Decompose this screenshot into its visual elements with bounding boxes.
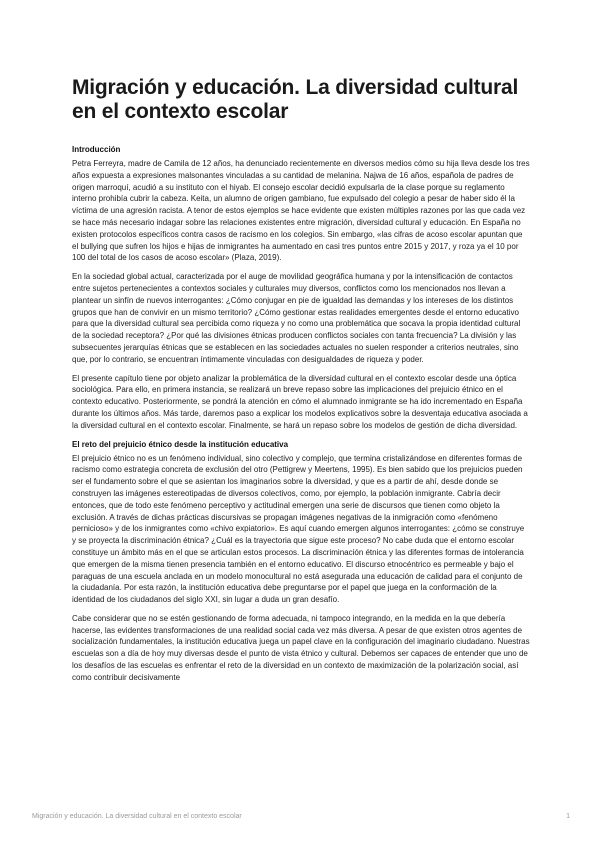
- paragraph: En la sociedad global actual, caracterizada por el auge de movilidad geográfica humana y por la intensificación de contactos entre sujetos pertenecientes a contextos sociales y culturales muy diversos, conflictos como los mencionados nos llevan a plantear un sinfín de nuevos interrogantes: ¿Cómo conjugar en pie de igualdad las demandas y los intereses de los distintos grupos que han de convivir en un mismo territorio? ¿Cómo gestionar estas realidades emergentes desde el entorno educativo para que la diversidad cultural sea percibida como riqueza y no como una problemática que socava la propia identidad cultural de la sociedad receptora? ¿Por qué las divisiones étnicas producen conflictos sociales con tanta frecuencia? La división y las subsecuentes jerarquías étnicas que se establecen en las sociedades actuales no suelen responder a criterios neutrales, sino que, por lo contrario, se encuentran íntimamente vinculadas con desigualdades de riqueza y poder.: [72, 272, 521, 364]
- paragraph: El prejuicio étnico no es un fenómeno individual, sino colectivo y complejo, que termina cristalizándose en diferentes formas de racismo como estrategia concreta de exclusión del otro (Pettigrew y Meertens, 1995). Es bien sabido que los prejuicios pueden ser el fundamento sobre el que se asientan los imaginarios sobre la diversidad, y que es a partir de ahí, desde donde se construyen las imágenes estereotipadas de diversos colectivos, como, por ejemplo, la población inmigrante. Cabría decir entonces, que de todo este fenómeno perceptivo y actitudinal emergen una serie de discursos que tienen como objeto la exclusión. A través de dichas prácticas discursivas se propagan imágenes negativas de la inmigración como «fenómeno pernicioso» y de los inmigrantes como «chivo expiatorio». Es aquí cuando emergen algunos interrogantes: ¿cómo se construye y se proyecta la discriminación étnica? ¿Cuál es la trayectoria que sigue este proceso? No cabe duda que el entorno escolar constituye un ámbito más en el que se articulan estos procesos. La discriminación étnica y las diferentes formas de intolerancia que emergen de la misma tienen presencia también en el entorno educativo. El discurso etnocéntrico es permeable y bajo el paraguas de una escuela anclada en un modelo monocultural no está asegurada una educación de calidad para el conjunto de la ciudadanía. Por esta razón, la institución educativa debe preguntarse por el papel que juega en la conformación de la identidad de los ciudadanos del siglo XXI, sin lugar a duda un gran desafío.: [72, 453, 525, 605]
- footer-title: Migración y educación. La diversidad cultural en el contexto escolar: [32, 813, 242, 820]
- section-heading-introduccion: Introducción: [72, 145, 121, 154]
- document-title: Migración y educación. La diversidad cultural en el contexto escolar: [72, 76, 519, 123]
- document-page: [72, 76, 530, 691]
- page-number: 1: [566, 813, 570, 820]
- paragraph: El presente capítulo tiene por objeto analizar la problemática de la diversidad cultural en el contexto escolar desde una óptica sociológica. Para ello, en primera instancia, se realizará un breve repaso sobre las implicaciones del prejuicio étnico en el contexto educativo. Posteriormente, se pondrá la atención en cómo el alumnado inmigrante se ha ido incrementado en España durante los últimos años. Más tarde, daremos paso a explicar los modelos explicativos sobre la desventaja educativa asociada a la diversidad cultural en el contexto escolar. Finalmente, se hará un repaso sobre los modelos de gestión de dicha diversidad.: [72, 373, 528, 430]
- paragraph: Petra Ferreyra, madre de Camila de 12 años, ha denunciado recientemente en diversos medios cómo su hija lleva desde los tres años expuesta a expresiones malsonantes vinculadas a su cantidad de melanina. Najwa de 16 años, española de padres de origen marroquí, acudió a su instituto con el hiyab. El consejo escolar decidió expulsarla de la clase porque su reglamento interno prohibía cubrir la cabeza. Keita, un alumno de origen gambiano, fue expulsado del colegio a pesar de haber sido él la víctima de una agresión racista. A tenor de estos ejemplos se hace evidente que existen múltiples razones por las que cada vez se hace más necesario indagar sobre las relaciones existentes entre migración, diversidad cultural y educación. En España no existen protocolos específicos contra casos de racismo en los colegios. Sin embargo, «las cifras de acoso escolar apuntan que el bullying que sufren los hijos e hijas de inmigrantes ha aumentado en casi tres puntos entre 2015 y 2017, y roza ya el 10 por 100 del total de los casos de acoso escolar» (Plaza, 2019).: [72, 159, 530, 263]
- page-footer: [32, 813, 570, 820]
- paragraph: Cabe considerar que no se estén gestionando de forma adecuada, ni tampoco integrando, en la medida en la que debería hacerse, las evidentes transformaciones de una realidad social cada vez más diversa. A pesar de que existen otros agentes de socialización fundamentales, la institución educativa juega un papel clave en la configuración del imaginario ciudadano. Nuestras escuelas son a día de hoy muy diversas desde el punto de vista étnico y cultural. Debemos ser capaces de entender que uno de los desafíos de las escuelas es enfrentar el reto de la diversidad en un contexto de maximización de la polarización social, así como contribuir decisivamente: [72, 613, 530, 682]
- section-heading-prejuicio: El reto del prejuicio étnico desde la institución educativa: [72, 439, 289, 449]
